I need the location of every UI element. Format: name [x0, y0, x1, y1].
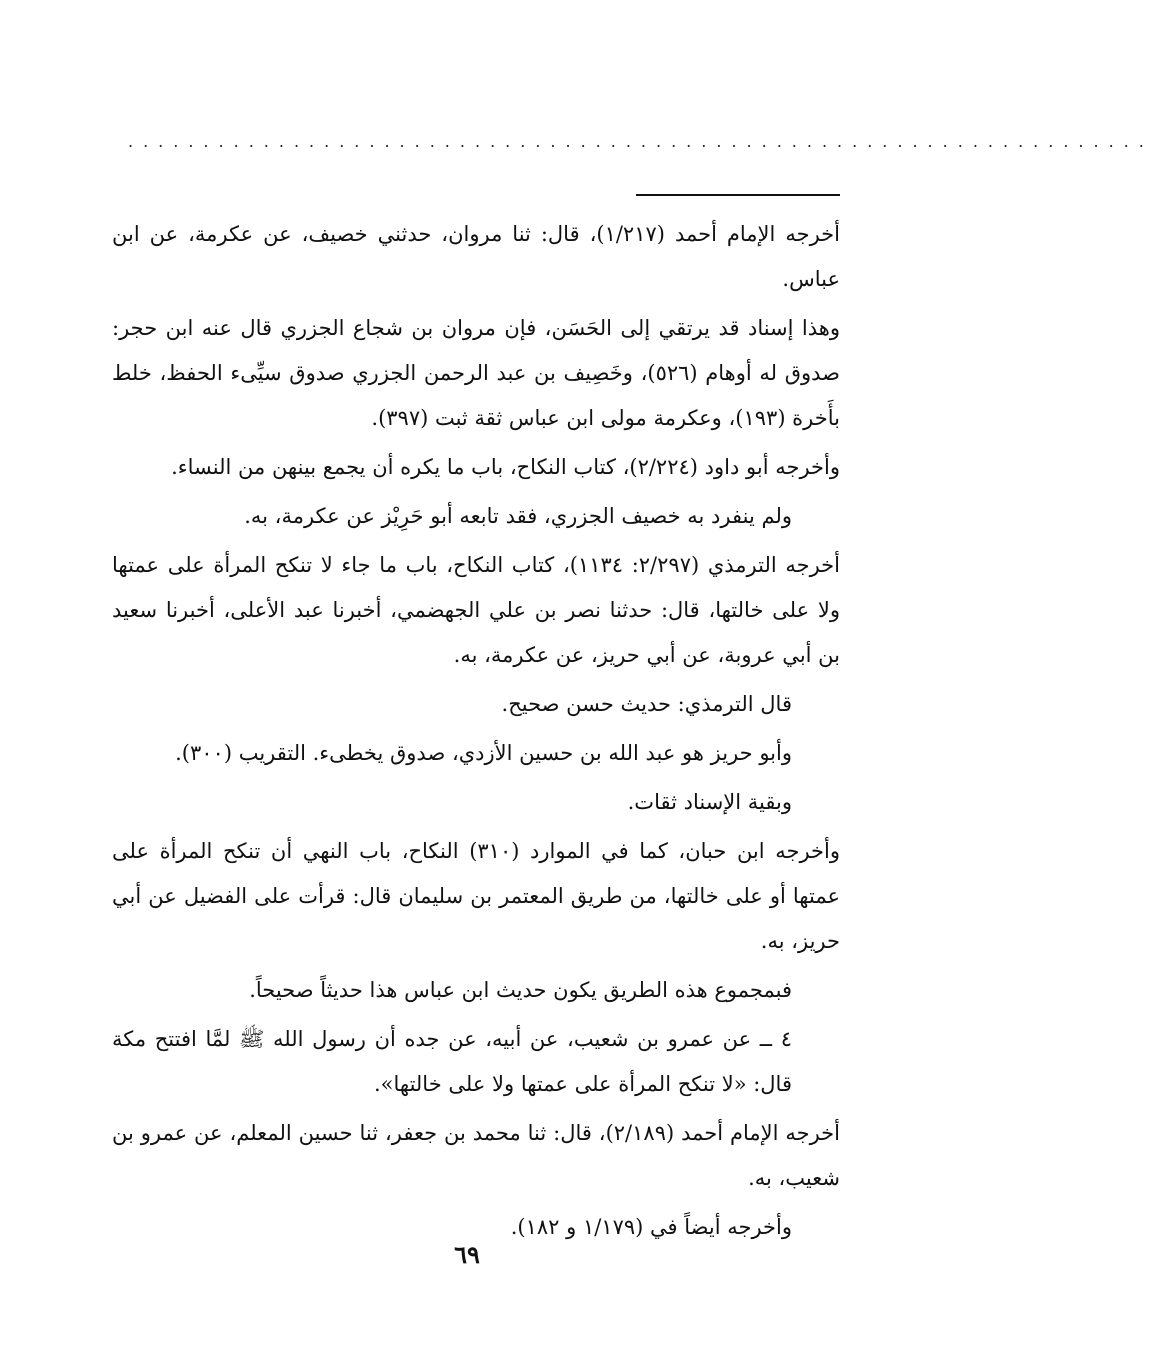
paragraph-isnad: وهذا إسناد قد يرتقي إلى الحَسَن، فإن مروان بن شجاع الجزري قال عنه ابن حجر: صدوق له أوهام (٥٢٦)، وخَصِيف بن عبد الرحمن الجزري صدوق سيِّىء الحفظ، خلط بأَخرة (١٩٣)، وعكرمة مولى ابن عباس ثقة ثبت (٣٩٧). — [112, 316, 840, 430]
paragraph-ahmad-3: وأخرجه أيضاً في (١/١٧٩ و ١٨٢). — [510, 1215, 792, 1239]
paragraph-abu-dawud: وأخرجه أبو داود (٢/٢٢٤)، كتاب النكاح، باب ما يكره أن يجمع بينهن من النساء. — [171, 455, 840, 479]
page-body — [112, 212, 840, 1254]
page-number: ٦٩ — [454, 1240, 480, 1269]
paragraph-abu-hariz: وأبو حريز هو عبد الله بن حسين الأزدي، صدوق يخطىء. التقريب (٣٠٠). — [175, 741, 792, 765]
paragraph-ibn-hibban: وأخرجه ابن حبان، كما في الموارد (٣١٠) النكاح، باب النهي أن تنكح المرأة على عمتها أو على خالتها، من طريق المعتمر بن سليمان قال: قرأت على الفضيل عن أبي حريز، به. — [112, 839, 840, 953]
paragraph-hadith-4: ٤ ــ عن عمرو بن شعيب، عن أبيه، عن جده أن رسول الله ﷺ لمَّا افتتح مكة قال: «لا تنكح المرأة على عمتها ولا على خالتها». — [112, 1027, 792, 1096]
paragraph-isnad-rest: وبقية الإسناد ثقات. — [627, 790, 792, 814]
paragraph-conclusion: فبمجموع هذه الطريق يكون حديث ابن عباس هذا حديثاً صحيحاً. — [249, 978, 792, 1002]
paragraph-ahmad-2: أخرجه الإمام أحمد (٢/١٨٩)، قال: ثنا محمد بن جعفر، ثنا حسين المعلم، عن عمرو بن شعيب، به. — [112, 1121, 840, 1190]
paragraph-tirmidhi-grade: قال الترمذي: حديث حسن صحيح. — [501, 692, 792, 716]
paragraph-mutaba: ولم ينفرد به خصيف الجزري، فقد تابعه أبو حَرِيْز عن عكرمة، به. — [244, 504, 792, 528]
footnote-rule — [636, 194, 840, 196]
dotted-separator: .................................................................... — [128, 132, 1154, 151]
paragraph-ahmad: أخرجه الإمام أحمد (١/٢١٧)، قال: ثنا مروان، حدثني خصيف، عن عكرمة، عن ابن عباس. — [112, 222, 840, 291]
paragraph-tirmidhi: أخرجه الترمذي (٢/٢٩٧: ١١٣٤)، كتاب النكاح، باب ما جاء لا تنكح المرأة على عمتها ولا على خالتها، قال: حدثنا نصر بن علي الجهضمي، أخبرنا عبد الأعلى، أخبرنا سعيد بن أبي عروبة، عن أبي حريز، عن عكرمة، به. — [112, 553, 840, 667]
